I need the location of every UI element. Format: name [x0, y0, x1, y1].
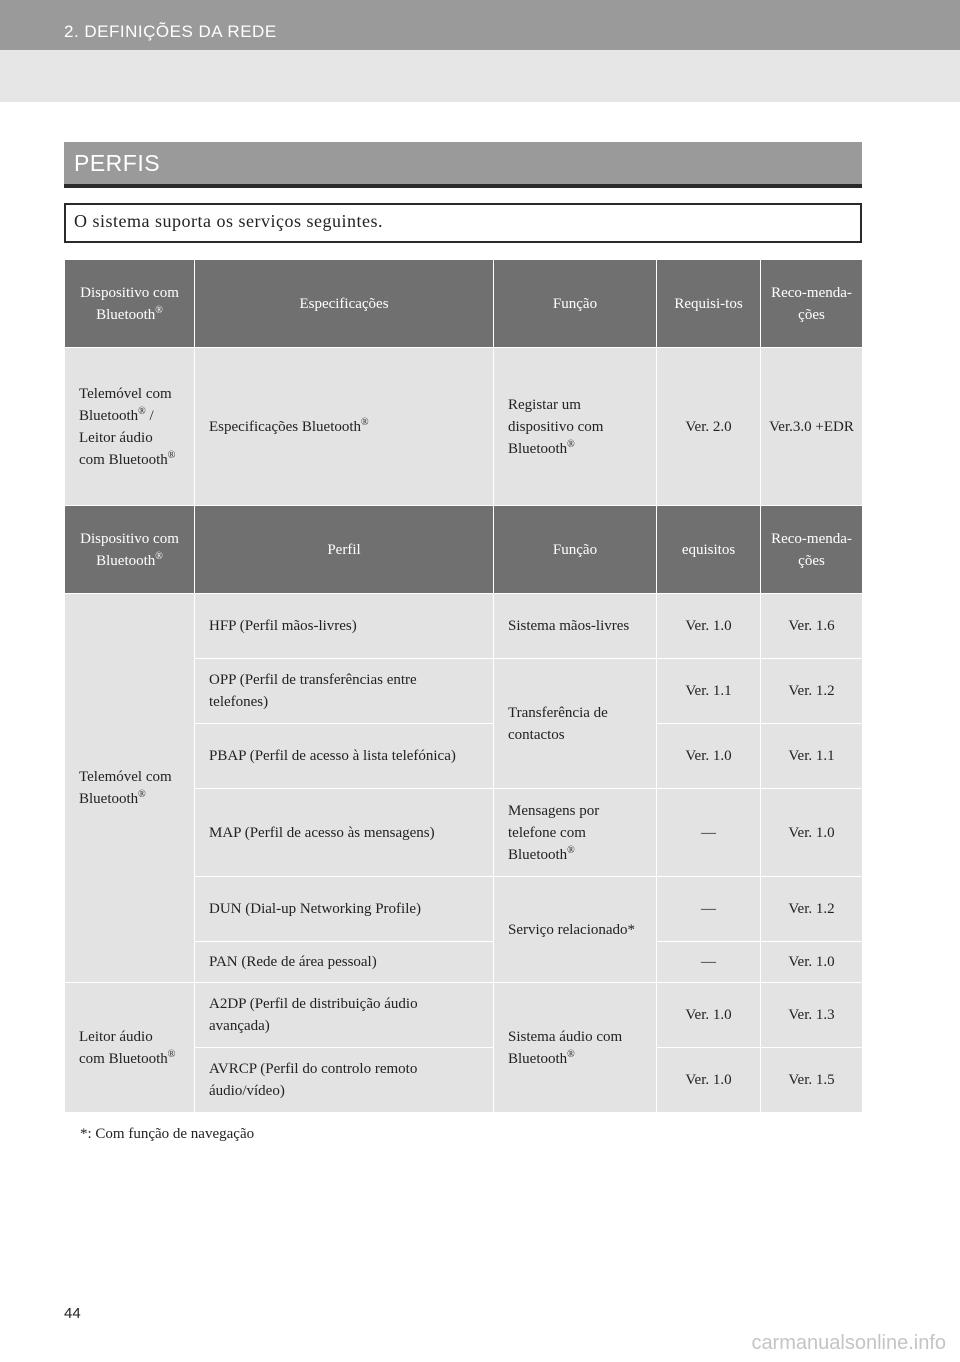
header-cell: Função: [494, 506, 657, 594]
table-row: [65, 983, 863, 1048]
device-cell: Telemóvel com Bluetooth®: [65, 594, 195, 983]
page-number: 44: [64, 1305, 81, 1322]
recommended-cell: Ver. 1.2: [761, 877, 863, 942]
function-cell: Transferência de contactos: [494, 659, 657, 789]
table-header-row: [65, 260, 863, 348]
header-sub-band: [0, 50, 960, 102]
table-row: [65, 348, 863, 506]
device-cell: Telemóvel com Bluetooth® / Leitor áudio com Bluetooth®: [65, 348, 195, 506]
section-title: PERFIS: [74, 150, 161, 176]
required-cell: —: [657, 877, 761, 942]
function-cell: Registar um dispositivo com Bluetooth®: [494, 348, 657, 506]
required-cell: —: [657, 789, 761, 877]
spec-cell: Especificações Bluetooth®: [195, 348, 494, 506]
profile-cell: OPP (Perfil de transferências entre telefones): [195, 659, 494, 724]
recommended-cell: Ver. 1.1: [761, 724, 863, 789]
device-cell: Leitor áudio com Bluetooth®: [65, 983, 195, 1113]
recommended-cell: Ver. 1.5: [761, 1048, 863, 1113]
header-cell: Reco-menda-ções: [761, 506, 863, 594]
table-row: [65, 594, 863, 659]
profile-cell: DUN (Dial-up Networking Profile): [195, 877, 494, 942]
function-cell: Sistema mãos-livres: [494, 594, 657, 659]
table-header-row: [65, 506, 863, 594]
required-cell: Ver. 1.0: [657, 594, 761, 659]
header-cell: Dispositivo com Bluetooth®: [65, 506, 195, 594]
breadcrumb: 2. DEFINIÇÕES DA REDE: [64, 22, 277, 41]
header-cell: Perfil: [195, 506, 494, 594]
recommended-cell: Ver. 1.6: [761, 594, 863, 659]
header-cell: Requisi-tos: [657, 260, 761, 348]
intro-text: O sistema suporta os serviços seguintes.: [74, 211, 383, 231]
footnote: *: Com função de navegação: [80, 1126, 255, 1142]
function-cell: Sistema áudio com Bluetooth®: [494, 983, 657, 1113]
required-cell: Ver. 1.1: [657, 659, 761, 724]
required-cell: Ver. 1.0: [657, 983, 761, 1048]
intro-box: [64, 203, 862, 243]
required-cell: —: [657, 942, 761, 983]
recommended-cell: Ver. 1.0: [761, 942, 863, 983]
profile-cell: PBAP (Perfil de acesso à lista telefónica): [195, 724, 494, 789]
profiles-table: [64, 259, 863, 1113]
section-heading: [64, 142, 862, 188]
recommended-cell: Ver. 1.2: [761, 659, 863, 724]
required-cell: Ver. 1.0: [657, 1048, 761, 1113]
profile-cell: AVRCP (Perfil do controlo remoto áudio/vídeo): [195, 1048, 494, 1113]
recommended-cell: Ver.3.0 +EDR: [761, 348, 863, 506]
watermark: carmanualsonline.info: [751, 1332, 946, 1354]
required-cell: Ver. 2.0: [657, 348, 761, 506]
profile-cell: HFP (Perfil mãos-livres): [195, 594, 494, 659]
header-cell: Dispositivo com Bluetooth®: [65, 260, 195, 348]
header-cell: Reco-menda-ções: [761, 260, 863, 348]
profile-cell: A2DP (Perfil de distribuição áudio avançada): [195, 983, 494, 1048]
function-cell: Mensagens por telefone com Bluetooth®: [494, 789, 657, 877]
recommended-cell: Ver. 1.3: [761, 983, 863, 1048]
top-header-bar: [0, 0, 960, 50]
profile-cell: MAP (Perfil de acesso às mensagens): [195, 789, 494, 877]
profile-cell: PAN (Rede de área pessoal): [195, 942, 494, 983]
function-cell: Serviço relacionado*: [494, 877, 657, 983]
header-cell: Especificações: [195, 260, 494, 348]
recommended-cell: Ver. 1.0: [761, 789, 863, 877]
header-cell: equisitos: [657, 506, 761, 594]
header-cell: Função: [494, 260, 657, 348]
required-cell: Ver. 1.0: [657, 724, 761, 789]
